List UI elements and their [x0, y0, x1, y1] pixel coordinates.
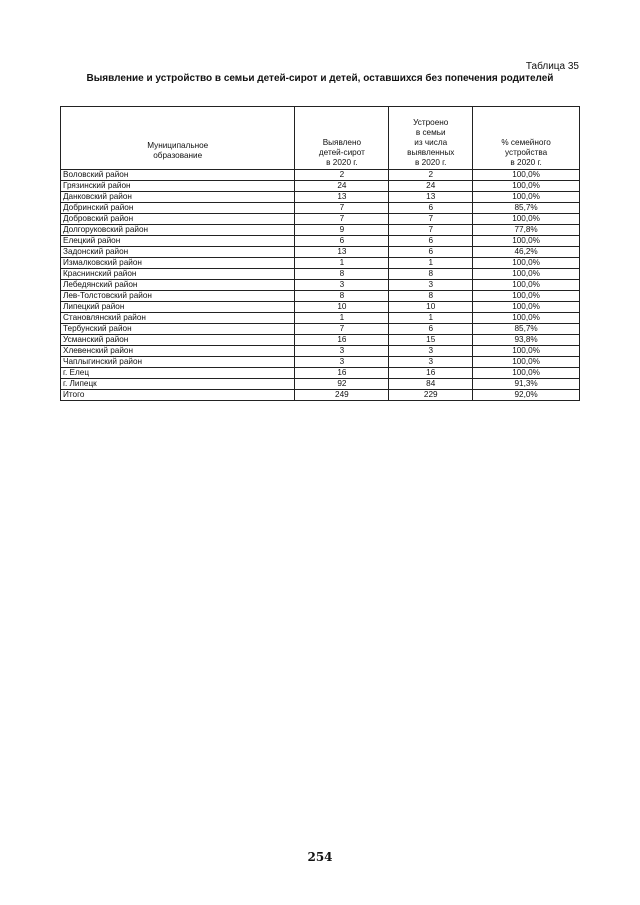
table-body [61, 170, 580, 401]
table-row [61, 346, 580, 357]
cell-municipality: Измалковский район [61, 258, 295, 269]
cell-municipality: Тербунский район [61, 324, 295, 335]
cell-placed: 24 [389, 181, 473, 192]
statistics-table [60, 106, 580, 401]
cell-percent: 100,0% [473, 181, 580, 192]
cell-identified: 8 [295, 269, 389, 280]
table-row [61, 192, 580, 203]
cell-placed: 6 [389, 247, 473, 258]
cell-percent: 100,0% [473, 302, 580, 313]
cell-identified: 3 [295, 280, 389, 291]
cell-municipality: Елецкий район [61, 236, 295, 247]
table-row [61, 247, 580, 258]
cell-municipality: Добровский район [61, 214, 295, 225]
cell-municipality: Становлянский район [61, 313, 295, 324]
cell-municipality: Лев-Толстовский район [61, 291, 295, 302]
cell-municipality: Хлевенский район [61, 346, 295, 357]
cell-percent: 100,0% [473, 357, 580, 368]
cell-placed: 1 [389, 313, 473, 324]
cell-identified: 16 [295, 368, 389, 379]
table-row [61, 302, 580, 313]
cell-placed: 3 [389, 346, 473, 357]
cell-placed: 13 [389, 192, 473, 203]
cell-percent: 100,0% [473, 368, 580, 379]
table-row [61, 291, 580, 302]
cell-placed: 8 [389, 269, 473, 280]
cell-placed: 7 [389, 214, 473, 225]
cell-municipality: г. Липецк [61, 379, 295, 390]
cell-municipality: Чаплыгинский район [61, 357, 295, 368]
cell-percent: 92,0% [473, 390, 580, 401]
table-title: Выявление и устройство в семьи детей-сирот и детей, оставшихся без попечения родителей [86, 73, 554, 84]
cell-identified: 13 [295, 192, 389, 203]
cell-percent: 85,7% [473, 203, 580, 214]
cell-identified: 8 [295, 291, 389, 302]
cell-identified: 3 [295, 357, 389, 368]
table-row [61, 258, 580, 269]
cell-placed: 8 [389, 291, 473, 302]
cell-percent: 100,0% [473, 346, 580, 357]
table-row [61, 313, 580, 324]
table-row [61, 236, 580, 247]
cell-identified: 92 [295, 379, 389, 390]
table-number-label: Таблица 35 [525, 61, 579, 72]
cell-identified: 9 [295, 225, 389, 236]
cell-placed: 6 [389, 324, 473, 335]
table-row [61, 368, 580, 379]
table-row [61, 335, 580, 346]
table-header-row [61, 107, 580, 170]
cell-identified: 1 [295, 258, 389, 269]
cell-percent: 100,0% [473, 236, 580, 247]
cell-municipality: Итого [61, 390, 295, 401]
cell-placed: 3 [389, 357, 473, 368]
cell-placed: 2 [389, 170, 473, 181]
table-row [61, 170, 580, 181]
cell-percent: 100,0% [473, 170, 580, 181]
cell-identified: 249 [295, 390, 389, 401]
cell-placed: 6 [389, 236, 473, 247]
column-header-identified: Выявлено детей-сирот в 2020 г. [295, 107, 389, 170]
table-row [61, 269, 580, 280]
cell-municipality: Задонский район [61, 247, 295, 258]
table-row [61, 280, 580, 291]
cell-percent: 100,0% [473, 258, 580, 269]
cell-percent: 93,8% [473, 335, 580, 346]
cell-placed: 1 [389, 258, 473, 269]
table-row [61, 214, 580, 225]
page-number: 254 [307, 850, 333, 864]
cell-placed: 84 [389, 379, 473, 390]
cell-identified: 3 [295, 346, 389, 357]
cell-placed: 229 [389, 390, 473, 401]
cell-percent: 85,7% [473, 324, 580, 335]
cell-placed: 16 [389, 368, 473, 379]
table-row [61, 357, 580, 368]
table-row [61, 379, 580, 390]
cell-municipality: г. Елец [61, 368, 295, 379]
cell-identified: 1 [295, 313, 389, 324]
table-row [61, 181, 580, 192]
cell-percent: 100,0% [473, 291, 580, 302]
cell-identified: 2 [295, 170, 389, 181]
cell-identified: 6 [295, 236, 389, 247]
cell-identified: 7 [295, 324, 389, 335]
cell-percent: 100,0% [473, 269, 580, 280]
column-header-placed: Устроено в семьи из числа выявленных в 2020 г. [389, 107, 473, 170]
cell-percent: 100,0% [473, 280, 580, 291]
table-row [61, 324, 580, 335]
cell-percent: 77,8% [473, 225, 580, 236]
cell-municipality: Долгоруковский район [61, 225, 295, 236]
cell-percent: 91,3% [473, 379, 580, 390]
cell-municipality: Лебедянский район [61, 280, 295, 291]
cell-municipality: Усманский район [61, 335, 295, 346]
cell-municipality: Липецкий район [61, 302, 295, 313]
cell-municipality: Краснинский район [61, 269, 295, 280]
cell-identified: 24 [295, 181, 389, 192]
table-header [61, 107, 580, 170]
table-row [61, 225, 580, 236]
cell-identified: 7 [295, 214, 389, 225]
table-row [61, 203, 580, 214]
cell-identified: 16 [295, 335, 389, 346]
table-row [61, 390, 580, 401]
cell-placed: 6 [389, 203, 473, 214]
cell-identified: 10 [295, 302, 389, 313]
cell-placed: 7 [389, 225, 473, 236]
cell-percent: 100,0% [473, 192, 580, 203]
cell-placed: 15 [389, 335, 473, 346]
cell-percent: 100,0% [473, 313, 580, 324]
cell-municipality: Данковский район [61, 192, 295, 203]
cell-identified: 7 [295, 203, 389, 214]
cell-percent: 100,0% [473, 214, 580, 225]
cell-municipality: Грязинский район [61, 181, 295, 192]
cell-municipality: Добринский район [61, 203, 295, 214]
column-header-percent: % семейного устройства в 2020 г. [473, 107, 580, 170]
cell-placed: 3 [389, 280, 473, 291]
cell-identified: 13 [295, 247, 389, 258]
cell-municipality: Воловский район [61, 170, 295, 181]
cell-placed: 10 [389, 302, 473, 313]
cell-percent: 46,2% [473, 247, 580, 258]
column-header-municipality: Муниципальное образование [61, 107, 295, 170]
